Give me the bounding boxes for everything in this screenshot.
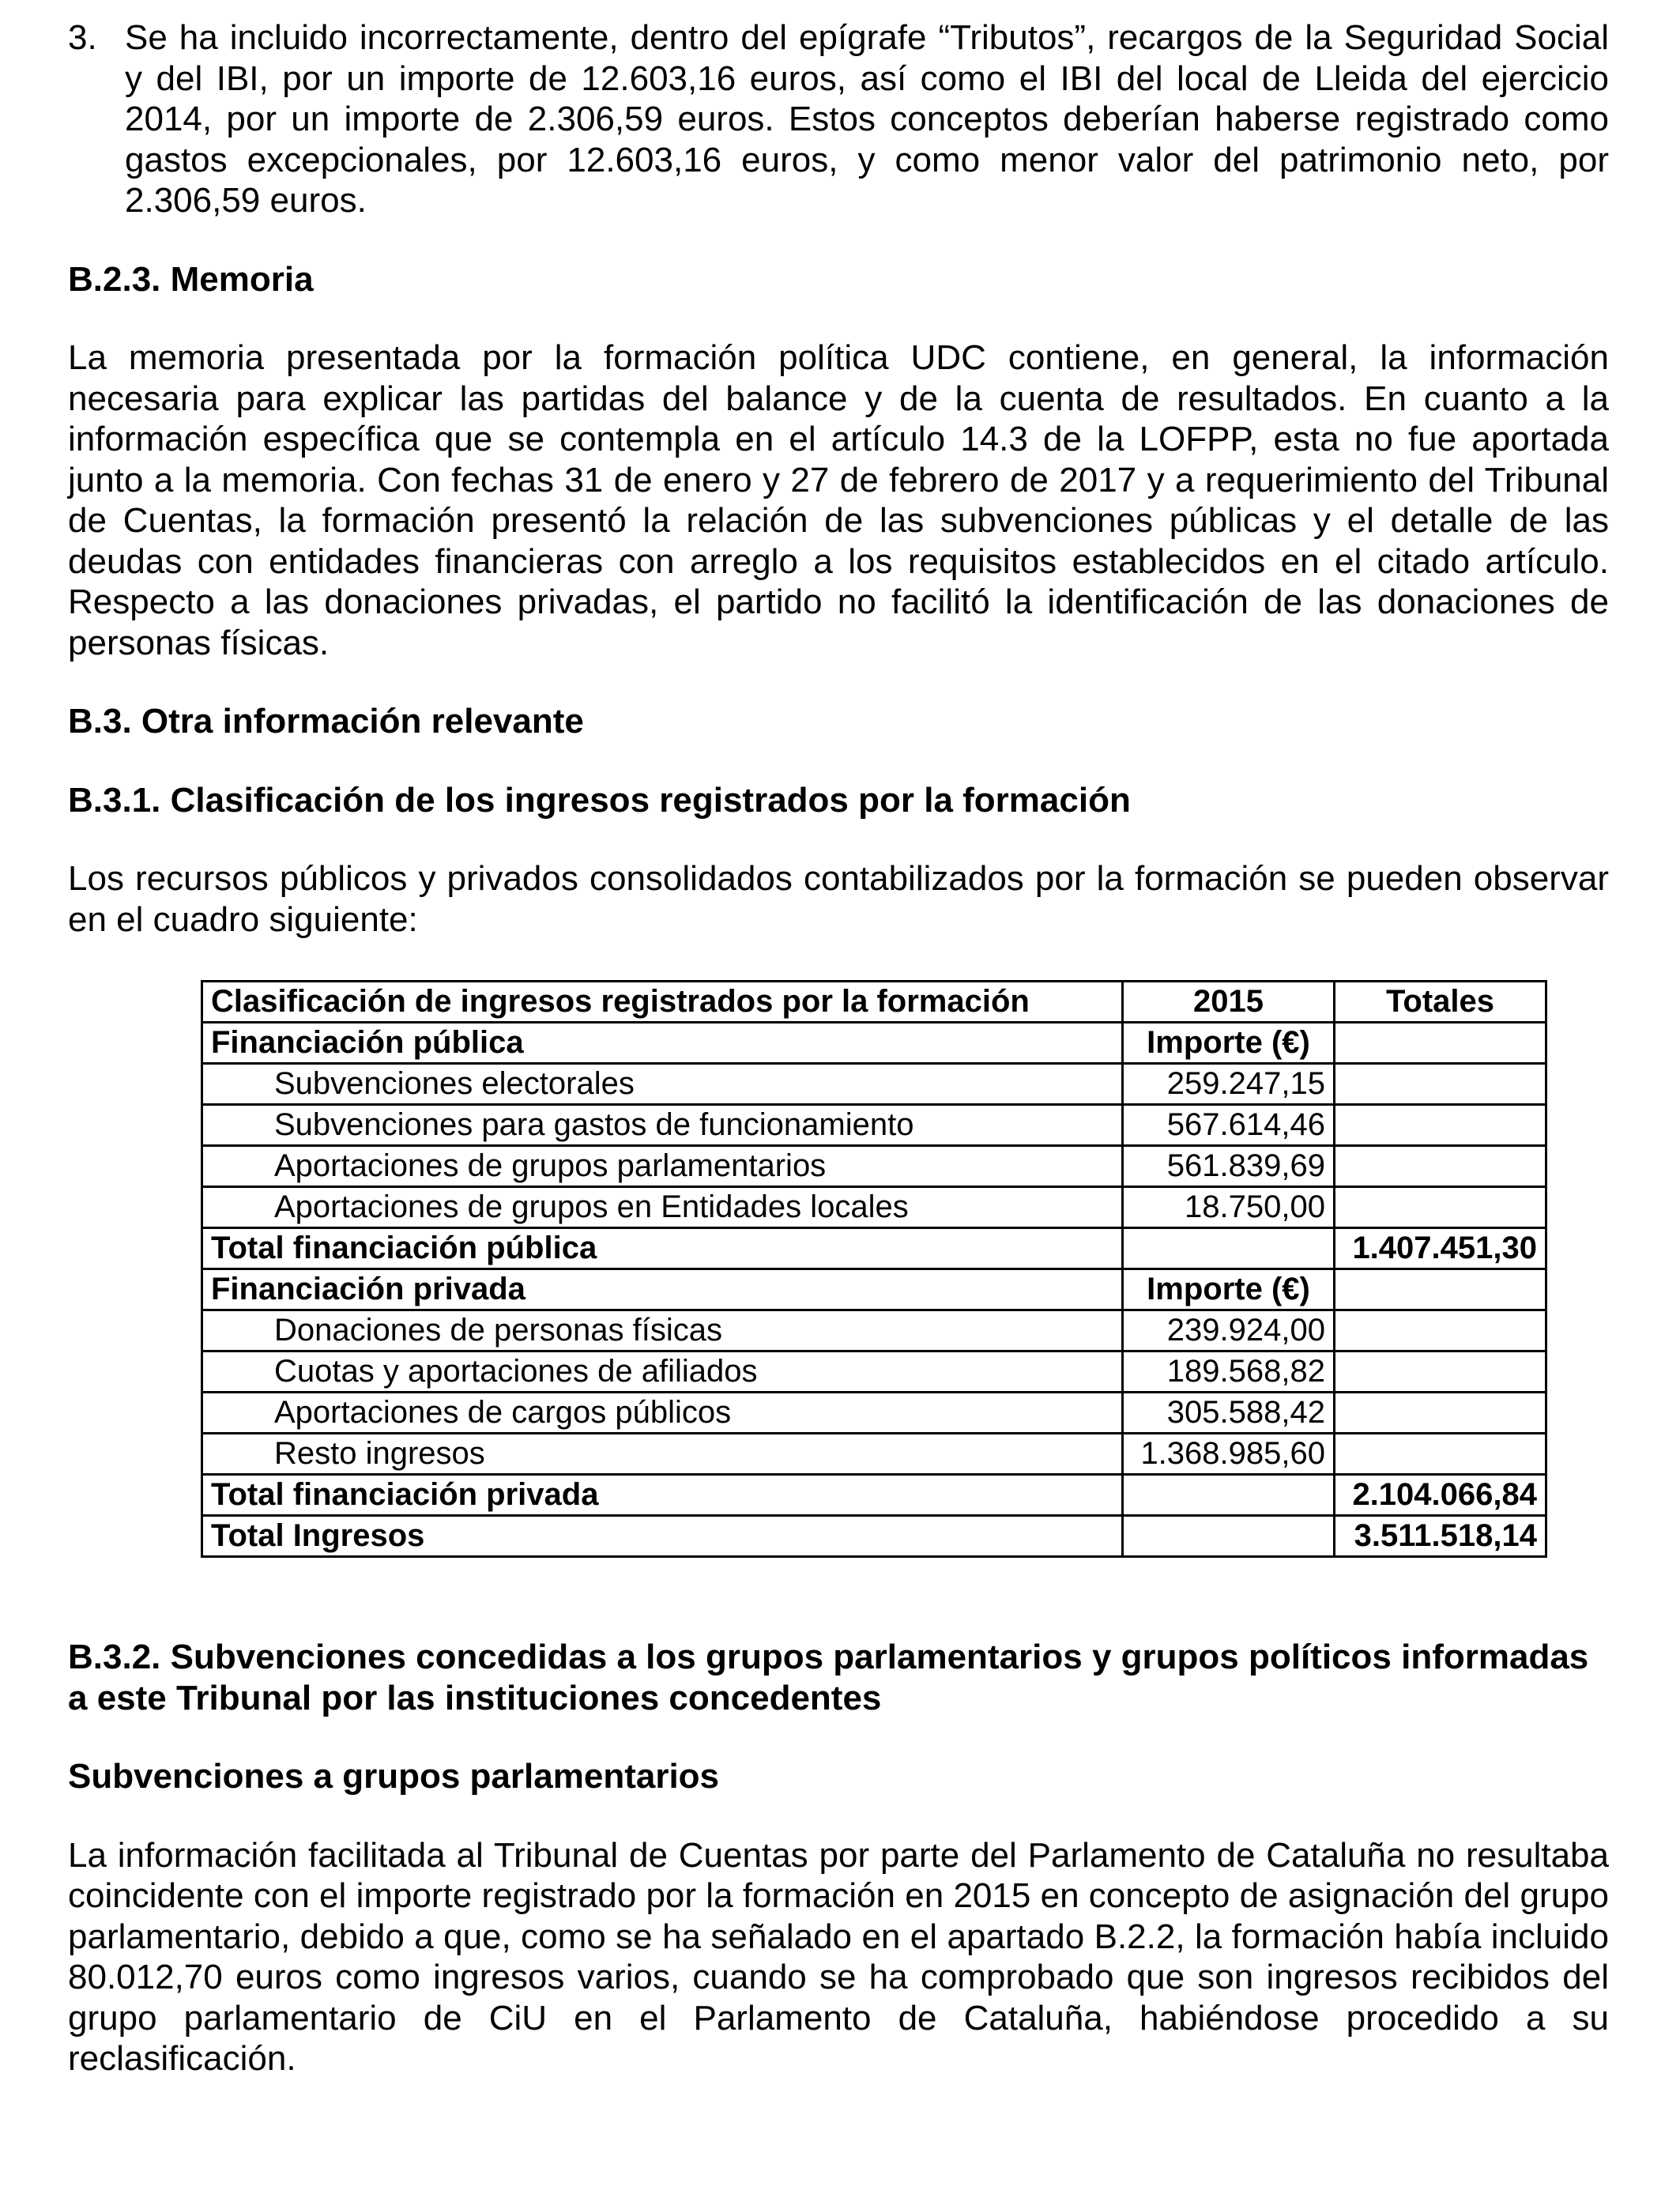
header-year: 2015 [1123, 982, 1335, 1023]
row-label: Aportaciones de grupos parlamentarios [202, 1146, 1123, 1187]
numbered-item-3 [68, 17, 1609, 221]
row-amount: 239.924,00 [1123, 1310, 1335, 1351]
header-classification: Clasificación de ingresos registrados por la formación [202, 982, 1123, 1023]
section-row-private [202, 1269, 1546, 1310]
income-table [201, 980, 1547, 1558]
table-row [202, 1351, 1546, 1393]
paragraph-memoria: La memoria presentada por la formación política UDC contiene, en general, la información necesaria para explicar las partidas del balance y de la cuenta de resultados. En cuanto a la información específica que se contempla en el artículo 14.3 de la LOFPP, esta no fue aportada junto a la memoria. Con fechas 31 de enero y 27 de febrero de 2017 y a requerimiento del Tribunal de Cuentas, la formación presentó la relación de las subvenciones públicas y el detalle de las deudas con entidades financieras con arreglo a los requisitos establecidos en el citado artículo. Respecto a las donaciones privadas, el partido no facilitó la identificación de las donaciones de personas físicas. [68, 338, 1609, 662]
total-row-public [202, 1228, 1546, 1269]
row-label: Aportaciones de grupos en Entidades locales [202, 1187, 1123, 1228]
table-row [202, 1146, 1546, 1187]
total-label: Total financiación privada [202, 1475, 1123, 1516]
row-amount: 567.614,46 [1123, 1105, 1335, 1146]
table-row [202, 1187, 1546, 1228]
table-row [202, 1105, 1546, 1146]
heading-grupos-parlamentarios: Subvenciones a grupos parlamentarios [68, 1757, 720, 1796]
row-amount: 1.368.985,60 [1123, 1434, 1335, 1475]
grand-total-value: 3.511.518,14 [1335, 1516, 1546, 1557]
row-label: Aportaciones de cargos públicos [202, 1393, 1123, 1434]
row-amount: 561.839,69 [1123, 1146, 1335, 1187]
table-row [202, 1434, 1546, 1475]
item-number: 3. [68, 18, 97, 57]
section-unit: Importe (€) [1123, 1269, 1335, 1310]
paragraph-intro-table: Los recursos públicos y privados consolidados contabilizados por la formación se pueden observar en el cuadro siguiente: [68, 859, 1609, 939]
section-title: Financiación privada [202, 1269, 1123, 1310]
heading-b32: B.3.2. Subvenciones concedidas a los grupos parlamentarios y grupos políticos informadas a este Tribunal por las instituciones concedentes [68, 1638, 1589, 1717]
row-amount: 259.247,15 [1123, 1064, 1335, 1105]
total-label: Total financiación pública [202, 1228, 1123, 1269]
row-amount: 305.588,42 [1123, 1393, 1335, 1434]
row-amount: 189.568,82 [1123, 1351, 1335, 1393]
grand-total-row [202, 1516, 1546, 1557]
heading-b23: B.2.3. Memoria [68, 259, 314, 299]
row-label: Cuotas y aportaciones de afiliados [202, 1351, 1123, 1393]
total-value: 2.104.066,84 [1335, 1475, 1546, 1516]
table-header-row [202, 982, 1546, 1023]
section-row-public [202, 1023, 1546, 1064]
table-row [202, 1393, 1546, 1434]
heading-b31: B.3.1. Clasificación de los ingresos registrados por la formación [68, 780, 1131, 820]
document-page [68, 17, 1609, 2079]
row-label: Resto ingresos [202, 1434, 1123, 1475]
item-text: Se ha incluido incorrectamente, dentro del epígrafe “Tributos”, recargos de la Seguridad Social y del IBI, por un importe de 12.603,16 euros, así como el IBI del local de Lleida del ejercicio 2014, por un importe de 2.306,59 euros. Estos conceptos deberían haberse registrado como gastos excepcionales, por 12.603,16 euros, y como menor valor del patrimonio neto, por 2.306,59 euros. [125, 18, 1609, 220]
section-title: Financiación pública [202, 1023, 1123, 1064]
header-totals: Totales [1335, 982, 1546, 1023]
total-value: 1.407.451,30 [1335, 1228, 1546, 1269]
row-label: Subvenciones electorales [202, 1064, 1123, 1105]
table-row [202, 1064, 1546, 1105]
row-label: Subvenciones para gastos de funcionamiento [202, 1105, 1123, 1146]
paragraph-grupos: La información facilitada al Tribunal de Cuentas por parte del Parlamento de Cataluña no resultaba coincidente con el importe registrado por la formación en 2015 en concepto de asignación del grupo parlamentario, debido a que, como se ha señalado en el apartado B.2.2, la formación había incluido 80.012,70 euros como ingresos varios, cuando se ha comprobado que son ingresos recibidos del grupo parlamentario de CiU en el Parlamento de Cataluña, habiéndose procedido a su reclasificación. [68, 1835, 1609, 2078]
total-row-private [202, 1475, 1546, 1516]
table-row [202, 1310, 1546, 1351]
grand-total-label: Total Ingresos [202, 1516, 1123, 1557]
heading-b3: B.3. Otra información relevante [68, 702, 584, 741]
row-amount: 18.750,00 [1123, 1187, 1335, 1228]
row-label: Donaciones de personas físicas [202, 1310, 1123, 1351]
section-unit: Importe (€) [1123, 1023, 1335, 1064]
